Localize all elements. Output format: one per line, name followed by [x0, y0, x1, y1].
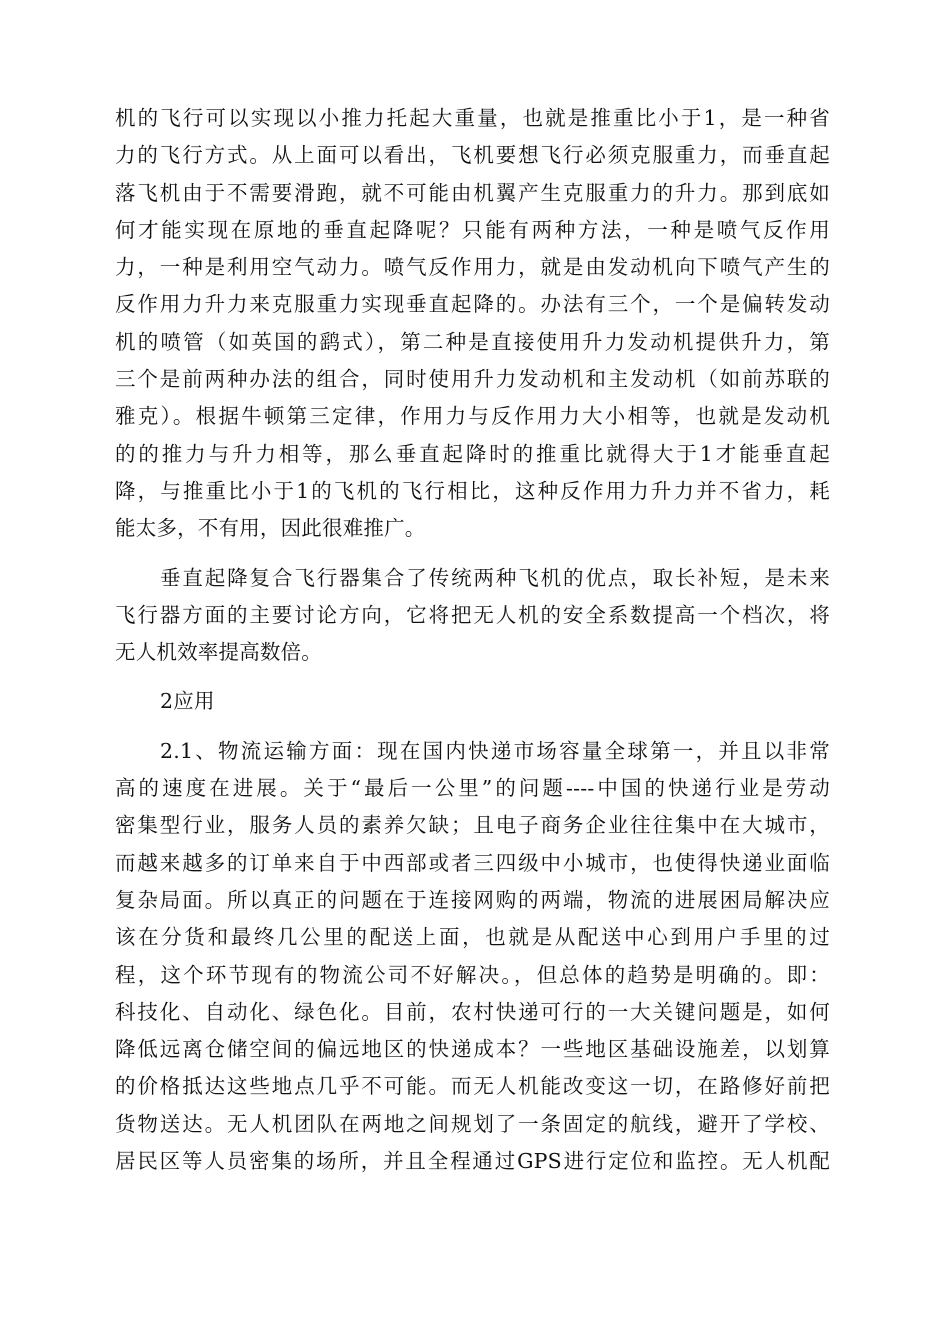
- text-line: 2.1、物流运输方面：现在国内快递市场容量全球第一，并且以非常: [160, 738, 830, 763]
- text-line: 何才能实现在原地的垂直起降呢？只能有两种方法，一种是喷气反作用: [115, 217, 830, 242]
- section-heading: [115, 683, 830, 720]
- section-heading-text: 2应用: [160, 689, 215, 714]
- paragraph-gap: [115, 548, 830, 560]
- paragraph-gap: [115, 721, 830, 733]
- text-line: 降，与推重比小于1的飞机的飞行相比，这种反作用力升力并不省力，耗: [115, 478, 830, 503]
- text-line: 高的速度在进展。关于“最后一公里”的问题----中国的快递行业是劳动: [115, 776, 830, 801]
- text-line: 飞行器方面的主要讨论方向，它将把无人机的安全系数提高一个档次，将: [115, 602, 830, 627]
- text-line: 复杂局面。所以真正的问题在于连接网购的两端，物流的进展困局解决应: [115, 887, 830, 912]
- text-line: 无人机效率提高数倍。: [115, 640, 322, 665]
- text-line: 机的喷管（如英国的鹞式），第二种是直接使用升力发动机提供升力，第: [115, 329, 830, 354]
- text-line: 反作用力升力来克服重力实现垂直起降的。办法有三个，一个是偏转发动: [115, 292, 830, 317]
- text-line: 货物送达。无人机团队在两地之间规划了一条固定的航线，避开了学校、: [115, 1111, 830, 1136]
- paragraph-vtol-explanation: [115, 100, 830, 548]
- text-line: 垂直起降复合飞行器集合了传统两种飞机的优点，取长补短，是未来: [160, 565, 830, 590]
- text-line: 落飞机由于不需要滑跑，就不可能由机翼产生克服重力的升力。那到底如: [115, 180, 830, 205]
- text-line: 能太多，不有用，因此很难推广。: [115, 516, 426, 541]
- paragraph-logistics: [115, 733, 830, 1181]
- text-line: 雅克）。根据牛顿第三定律，作用力与反作用力大小相等，也就是发动机: [115, 404, 830, 429]
- text-line: 三个是前两种办法的组合，同时使用升力发动机和主发动机（如前苏联的: [115, 367, 830, 392]
- text-line: 居民区等人员密集的场所，并且全程通过GPS进行定位和监控。无人机配: [115, 1149, 830, 1174]
- text-line: 力，一种是利用空气动力。喷气反作用力，就是由发动机向下喷气产生的: [115, 255, 830, 280]
- text-line: 的价格抵达这些地点几乎不可能。而无人机能改变这一切，在路修好前把: [115, 1074, 830, 1099]
- document-page: [115, 100, 830, 1180]
- text-line: 密集型行业，服务人员的素养欠缺；且电子商务企业往往集中在大城市，: [115, 813, 830, 838]
- text-line: 力的飞行方式。从上面可以看出，飞机要想飞行必须克服重力，而垂直起: [115, 143, 830, 168]
- text-line: 科技化、自动化、绿色化。目前，农村快递可行的一大关键问题是，如何: [115, 999, 830, 1024]
- text-line: 机的飞行可以实现以小推力托起大重量，也就是推重比小于1，是一种省: [115, 106, 830, 130]
- paragraph-gap: [115, 671, 830, 683]
- text-line: 而越来越多的订单来自于中西部或者三四级中小城市，也使得快递业面临: [115, 850, 830, 875]
- text-line: 降低远离仓储空间的偏远地区的快递成本？一些地区基础设施差，以划算: [115, 1037, 830, 1062]
- paragraph-composite-aircraft: [115, 560, 830, 672]
- text-line: 的的推力与升力相等，那么垂直起降时的推重比就得大于1才能垂直起: [115, 441, 830, 466]
- text-line: 程，这个环节现有的物流公司不好解决。，但总体的趋势是明确的。即：: [115, 962, 830, 987]
- text-line: 该在分货和最终几公里的配送上面，也就是从配送中心到用户手里的过: [115, 925, 830, 950]
